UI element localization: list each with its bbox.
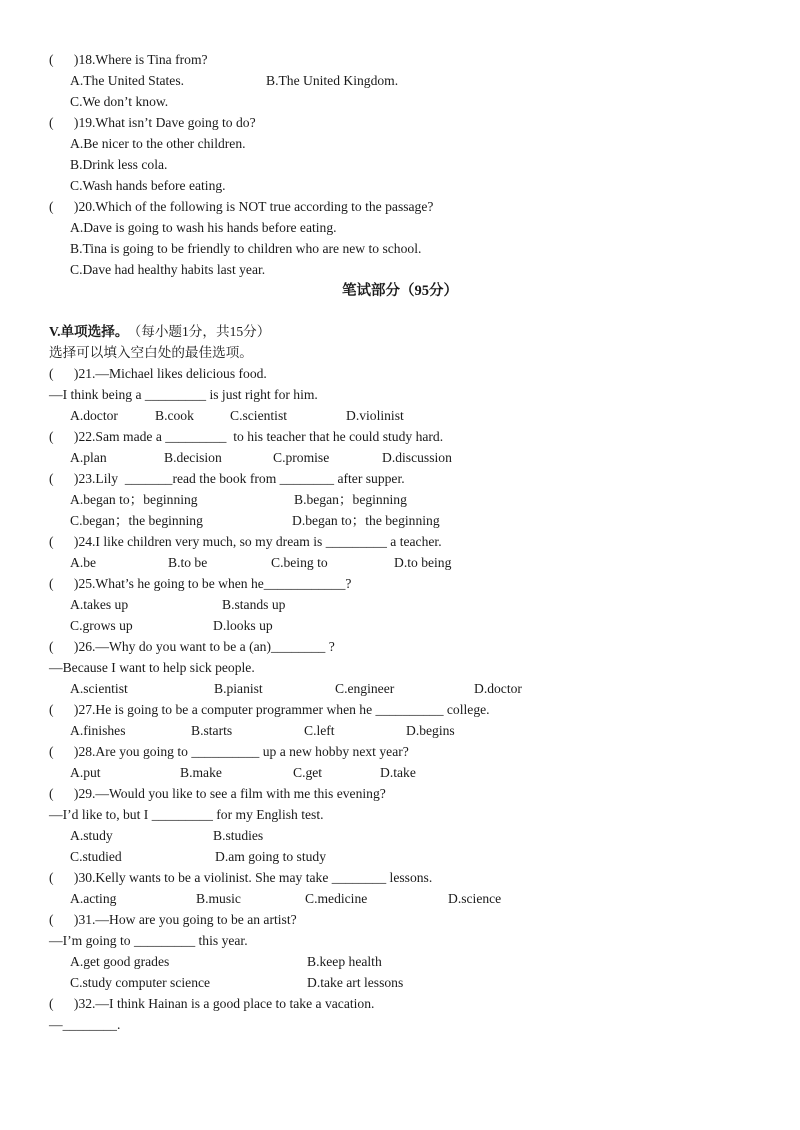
answer-option: C.study computer science [70,975,211,990]
answer-option: A.finishes [70,723,126,738]
question-line: ( )27.He is going to be a computer programmer when he __________ college. [49,702,490,717]
answer-option: A.be [70,555,97,570]
answer-option: D.take art lessons [307,975,404,990]
question-line: ( )23.Lily _______read the book from ________ after supper. [49,471,405,486]
answer-option: D.looks up [213,618,273,633]
answer-option: B.keep health [307,954,382,969]
answer-option: D.began to；the beginning [292,513,440,528]
answer-option: D.am going to study [215,849,327,864]
answer-option: B.make [180,765,222,780]
section-title: 笔试部分（95分） [342,283,458,299]
answer-option: B.began；beginning [294,492,407,507]
answer-option: A.doctor [70,408,118,423]
answer-option: C.promise [273,450,330,465]
question-line: ( )21.—Michael likes delicious food. [49,366,267,381]
section-heading-note: （每小题1分，共15分） [134,324,271,339]
question-line: ( )24.I like children very much, so my dream is _________ a teacher. [49,534,442,549]
answer-option: A.plan [70,450,107,465]
question-line: 选择可以填入空白处的最佳选项。 [49,345,253,360]
question-line: ( )26.—Why do you want to be a (an)________ ? [49,639,335,654]
answer-option: A.scientist [70,681,128,696]
question-line: ( )25.What’s he going to be when he____________? [49,576,352,591]
answer-option: B.Drink less cola. [70,157,168,172]
question-line: ( )22.Sam made a _________ to his teacher that he could study hard. [49,429,444,444]
answer-option: C.Wash hands before eating. [70,178,226,193]
question-line: —________. [49,1017,121,1032]
question-line: ( )32.—I think Hainan is a good place to take a vacation. [49,996,375,1011]
answer-option: D.begins [406,723,455,738]
answer-option: C.get [293,765,323,780]
answer-option: C.medicine [305,891,368,906]
answer-option: B.The United Kingdom. [266,73,399,88]
answer-option: D.doctor [474,681,522,696]
answer-option: D.violinist [346,408,404,423]
answer-option: A.began to；beginning [70,492,198,507]
answer-option: B.stands up [222,597,286,612]
answer-option: A.acting [70,891,117,906]
answer-option: A.study [70,828,113,843]
answer-option: A.put [70,765,101,780]
answer-option: C.being to [271,555,328,570]
answer-option: B.starts [191,723,233,738]
answer-option: C.grows up [70,618,133,633]
answer-option: D.take [380,765,416,780]
question-line: —I think being a _________ is just right for him. [49,387,318,402]
section-heading-label: V.单项选择。 [49,324,129,339]
question-line: ( )19.What isn’t Dave going to do? [49,115,256,130]
answer-option: C.studied [70,849,122,864]
question-line: ( )18.Where is Tina from? [49,52,208,67]
answer-option: A.Be nicer to the other children. [70,136,246,151]
question-line: ( )20.Which of the following is NOT true according to the passage? [49,199,434,214]
question-line: ( )28.Are you going to __________ up a new hobby next year? [49,744,409,759]
answer-option: B.music [196,891,241,906]
answer-option: D.discussion [382,450,452,465]
answer-option: D.science [448,891,502,906]
answer-option: A.Dave is going to wash his hands before eating. [70,220,337,235]
question-line: —I’d like to, but I _________ for my English test. [49,807,324,822]
answer-option: B.pianist [214,681,263,696]
question-line: ( )30.Kelly wants to be a violinist. She may take ________ lessons. [49,870,433,885]
section-heading [49,324,270,340]
answer-option: B.decision [164,450,222,465]
answer-option: B.Tina is going to be friendly to children who are new to school. [70,241,422,256]
question-line: —Because I want to help sick people. [49,660,255,675]
question-line: ( )29.—Would you like to see a film with me this evening? [49,786,386,801]
answer-option: C.began；the beginning [70,513,203,528]
answer-option: C.Dave had healthy habits last year. [70,262,266,277]
answer-option: A.The United States. [70,73,185,88]
answer-option: A.takes up [70,597,129,612]
question-line: —I’m going to _________ this year. [49,933,248,948]
answer-option: B.studies [213,828,264,843]
answer-option: B.to be [168,555,208,570]
answer-option: C.left [304,723,335,738]
answer-option: C.scientist [230,408,288,423]
answer-option: C.We don’t know. [70,94,169,109]
answer-option: B.cook [155,408,194,423]
answer-option: A.get good grades [70,954,170,969]
answer-option: D.to being [394,555,452,570]
answer-option: C.engineer [335,681,395,696]
question-line: ( )31.—How are you going to be an artist? [49,912,297,927]
